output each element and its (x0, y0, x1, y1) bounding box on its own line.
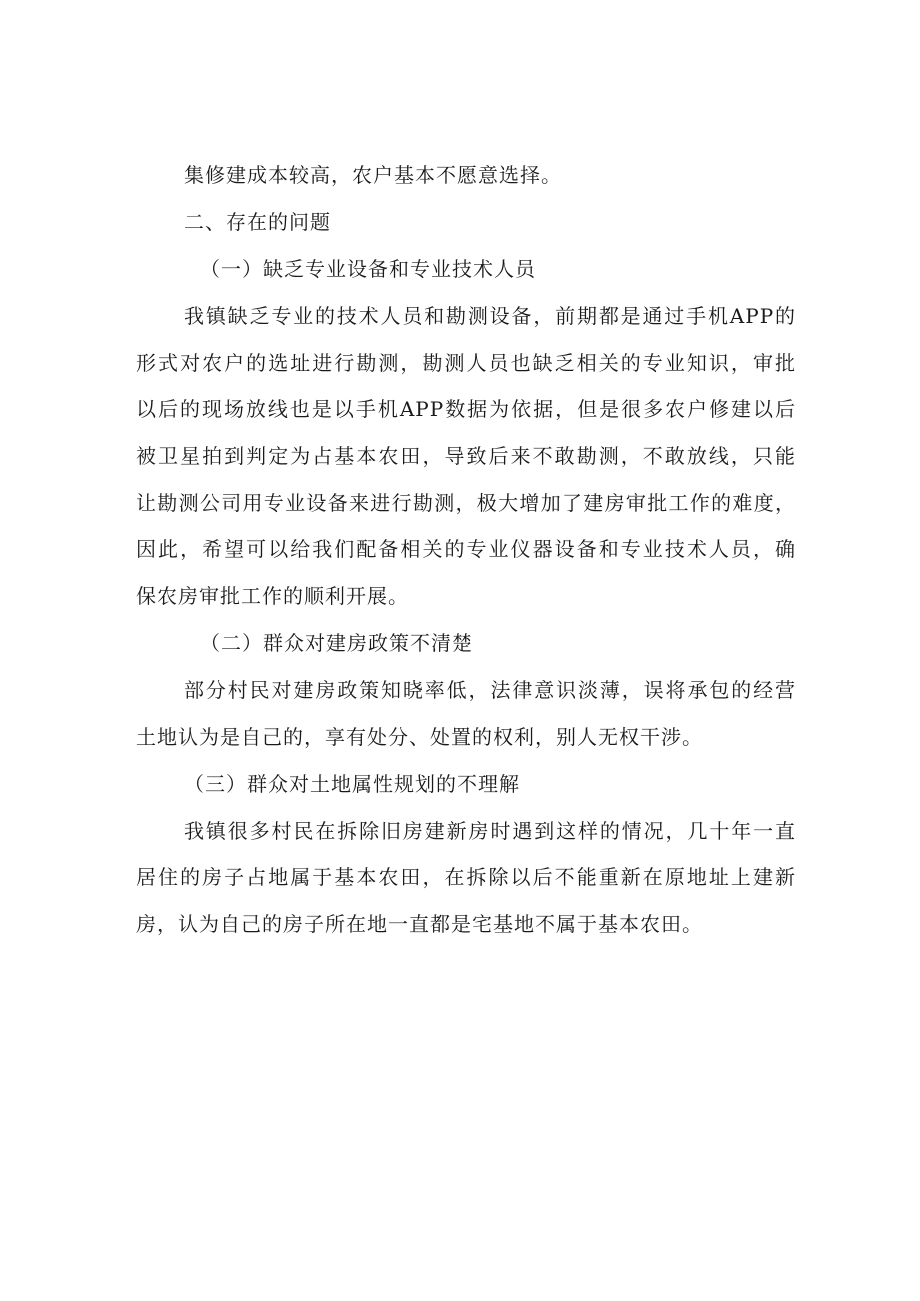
subsection-heading: （三）群众对土地属性规划的不理解 (184, 772, 520, 796)
paragraph-line: 让勘测公司用专业设备来进行勘测，极大增加了建房审批工作的难度， (136, 491, 796, 515)
paragraph-line: 土地认为是自己的，享有处分、处置的权利，别人无权干涉。 (136, 725, 703, 749)
paragraph-line: 房，认为自己的房子所在地一直都是宅基地不属于基本农田。 (136, 912, 703, 936)
paragraph-line: 被卫星拍到判定为占基本农田，导致后来不敢勘测，不敢放线，只能 (136, 444, 796, 468)
paragraph-line: 因此，希望可以给我们配备相关的专业仪器设备和专业技术人员，确 (136, 537, 796, 561)
paragraph-line: 形式对农户的选址进行勘测，勘测人员也缺乏相关的专业知识，审批 (136, 351, 796, 375)
paragraph-line: 居住的房子占地属于基本农田，在拆除以后不能重新在原地址上建新 (136, 865, 796, 889)
paragraph-line: 保农房审批工作的顺利开展。 (136, 584, 409, 608)
subsection-heading: （二）群众对建房政策不清楚 (200, 631, 473, 655)
paragraph-line: 以后的现场放线也是以手机APP数据为依据，但是很多农户修建以后 (136, 397, 796, 421)
paragraph-line: 我镇很多村民在拆除旧房建新房时遇到这样的情况，几十年一直 (184, 819, 796, 843)
paragraph-line: 部分村民对建房政策知晓率低，法律意识淡薄，误将承包的经营 (184, 678, 796, 702)
subsection-heading: （一）缺乏专业设备和专业技术人员 (200, 257, 536, 281)
paragraph-line: 集修建成本较高，农户基本不愿意选择。 (184, 163, 562, 187)
paragraph-line: 我镇缺乏专业的技术人员和勘测设备，前期都是通过手机APP的 (184, 304, 796, 328)
section-heading: 二、存在的问题 (184, 210, 331, 234)
